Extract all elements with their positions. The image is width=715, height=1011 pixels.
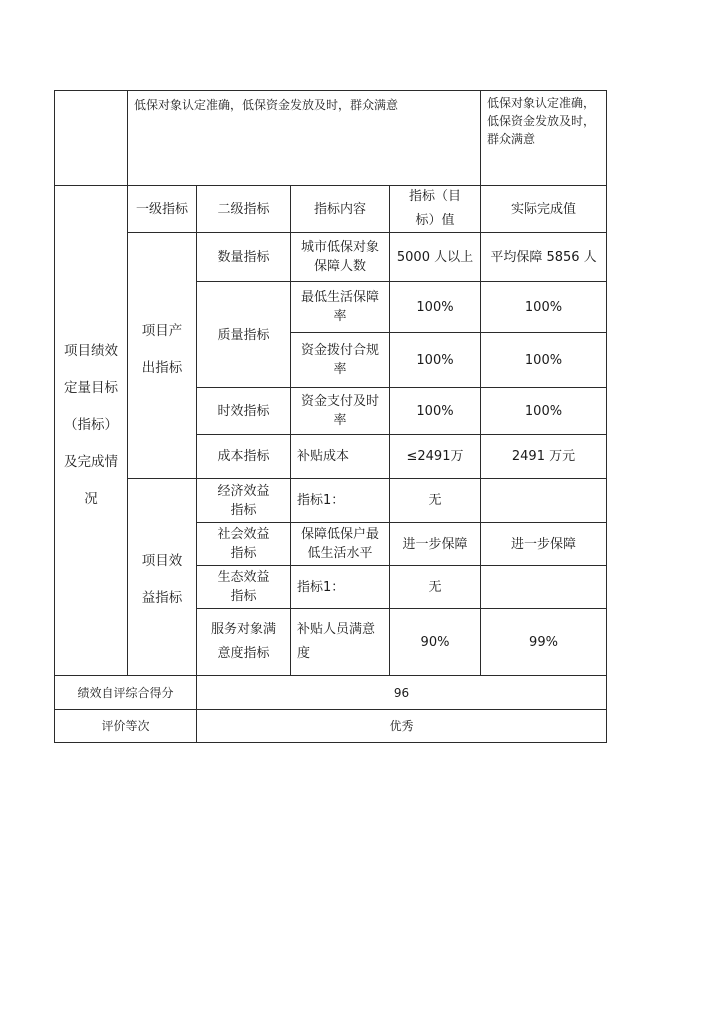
row-level2: 时效指标 — [217, 403, 270, 419]
row-level2: 服务对象满意度指标 — [210, 622, 276, 661]
header-content: 指标内容 — [313, 201, 366, 217]
row-content: 资金拨付合规率 — [300, 343, 379, 377]
grade-label: 评价等次 — [101, 719, 150, 733]
row-content: 资金支付及时率 — [300, 394, 379, 428]
score-label: 绩效自评综合得分 — [77, 685, 174, 700]
row-actual — [481, 566, 606, 608]
row-target: 100% — [416, 403, 454, 419]
row-actual: 100% — [524, 352, 563, 368]
header-target: 指标（目标）值 — [408, 189, 461, 228]
row-actual: 100% — [524, 403, 563, 419]
grade-value: 优秀 — [389, 719, 414, 733]
group-benefit: 项目效益指标 — [141, 553, 183, 606]
row-target: 进一步保障 — [402, 536, 468, 552]
row-content: 指标1： — [297, 493, 345, 508]
row-content: 补贴成本 — [297, 449, 350, 464]
row-actual: 100% — [524, 299, 563, 315]
row-target: 无 — [428, 493, 442, 508]
row-target: 100% — [416, 352, 454, 368]
row-level2: 经济效益指标 — [217, 483, 270, 518]
row-actual — [481, 479, 606, 522]
row-content: 保障低保户最低生活水平 — [300, 527, 379, 561]
row-actual: 进一步保障 — [510, 536, 576, 552]
row-target: ≤2491万 — [406, 449, 464, 464]
row-content: 城市低保对象保障人数 — [300, 240, 379, 274]
row-actual: 99% — [529, 634, 558, 650]
score-value: 96 — [393, 685, 410, 700]
row-target: 100% — [416, 299, 454, 315]
row-target: 90% — [420, 634, 450, 650]
row-content: 最低生活保障率 — [300, 290, 379, 324]
row-actual: 2491 万元 — [511, 449, 576, 464]
row-level2: 成本指标 — [217, 449, 270, 464]
header-level2: 二级指标 — [217, 201, 270, 217]
section-label: 项目绩效定量目标（指标）及完成情况 — [64, 342, 118, 507]
header-level1: 一级指标 — [135, 201, 188, 217]
row-target: 5000 人以上 — [396, 249, 474, 265]
row-target: 无 — [428, 579, 442, 595]
row-content: 补贴人员满意度 — [297, 622, 376, 661]
row-content: 指标1： — [297, 579, 345, 595]
row-level2: 社会效益指标 — [217, 527, 270, 561]
row-level2: 生态效益指标 — [217, 570, 270, 604]
row-level2: 数量指标 — [217, 249, 270, 265]
satisfaction-content: 低保对象认定准确，低保资金发放及时，群众满意 — [134, 98, 399, 112]
group-output: 项目产出指标 — [141, 323, 183, 376]
row-actual: 平均保障 5856 人 — [490, 249, 597, 265]
row-level2-quality: 质量指标 — [217, 328, 270, 343]
header-actual: 实际完成值 — [510, 201, 576, 217]
satisfaction-actual: 低保对象认定准确，低保资金发放及时，群众满意 — [487, 96, 596, 146]
